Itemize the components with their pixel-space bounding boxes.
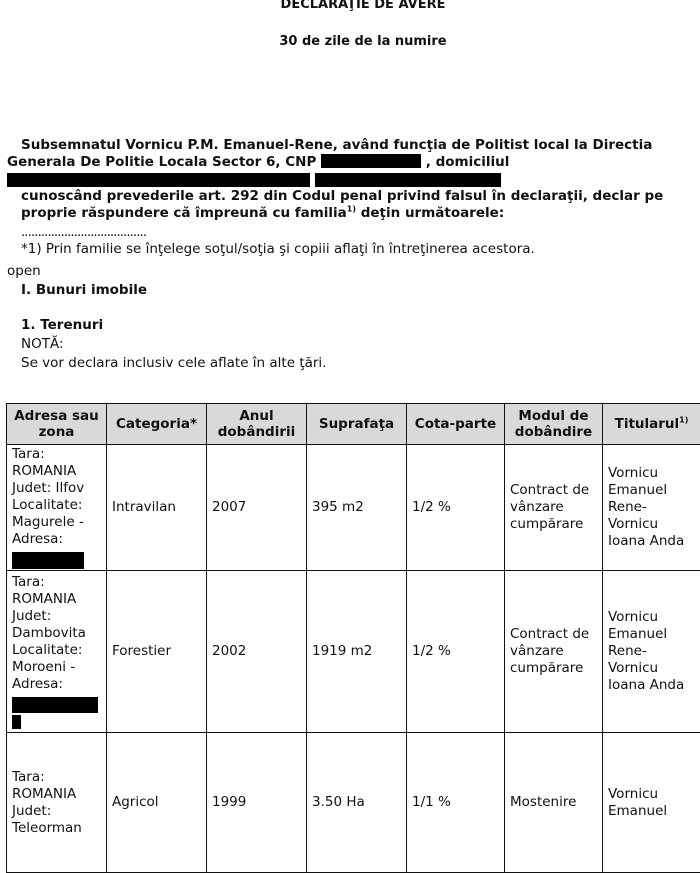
cell-owner: Vornicu Emanuel Rene-Vornicu Ioana Anda [603,445,700,571]
col-header-mode: Modul de dobândire [505,404,603,445]
document-title: DECLARAŢIE DE AVERE [0,0,700,12]
redacted-address [7,173,310,187]
cell-area: 395 m2 [307,445,407,571]
declaration-text-1: Subsemnatul Vornicu P.M. Emanuel-Rene, având funcţia de Politist local la Directia Generala De Politie Locala Sector 6, CNP [7,137,652,170]
declaration-intro [7,137,692,190]
cell-mode: Contract de vânzare cumpărare [505,571,603,733]
cell-year: 2002 [207,571,307,733]
footnote: *1) Prin familie se înţelege soţul/soţia şi copiii aflaţi în întreţinerea acestora. [21,241,535,258]
table-row [7,733,700,873]
redacted-address-value [12,552,84,569]
table-header-row [7,404,700,445]
cell-category: Intravilan [107,445,207,571]
cell-year: 2007 [207,445,307,571]
note-text: Se vor declara inclusiv cele aflate în alte ţări. [21,355,326,372]
cell-year: 1999 [207,733,307,873]
redacted-cnp [321,154,421,168]
cell-address [7,571,107,733]
col-header-share: Cota-parte [407,404,505,445]
redacted-address-value [12,697,98,713]
declaration-text-3: cunoscând prevederile art. 292 din Codul penal privind falsul în declaraţii, declar pe proprie răspundere că împreună cu familia [21,188,663,221]
redacted-address-cont [315,173,501,187]
col-header-category: Categoria* [107,404,207,445]
dotted-line: ...................................... [21,224,146,241]
address-text: Tara: ROMANIA Judet: Dambovita Localitate: Moroeni - Adresa: [12,574,101,693]
declaration-text-2: , domiciliul [426,154,510,170]
cell-owner: Vornicu Emanuel Rene-Vornicu Ioana Anda [603,571,700,733]
col-header-year: Anul dobândirii [207,404,307,445]
address-text: Tara: ROMANIA Judet: Teleorman [12,769,101,837]
table-row [7,571,700,733]
open-label: open [7,263,41,280]
note-label: NOTĂ: [21,336,64,353]
table-row [7,445,700,571]
land-table [6,403,700,873]
redacted-address-value-cont [12,715,21,729]
declaration-text-4: deţin următoarele: [361,205,505,221]
cell-owner: Vornicu Emanuel [603,733,700,873]
cell-mode: Contract de vânzare cumpărare [505,445,603,571]
cell-area: 3.50 Ha [307,733,407,873]
footnote-ref: 1) [347,205,356,214]
cell-address [7,445,107,571]
cell-category: Agricol [107,733,207,873]
owner-header-sup: 1) [679,416,688,425]
col-header-address: Adresa sau zona [7,404,107,445]
cell-category: Forestier [107,571,207,733]
section-heading-real-estate: I. Bunuri imobile [21,282,147,299]
col-header-owner [603,404,700,445]
subsection-heading-land: 1. Terenuri [21,317,103,334]
cell-area: 1919 m2 [307,571,407,733]
owner-header-text: Titularul [615,416,680,432]
cell-address [7,733,107,873]
declaration-statement [7,188,692,222]
cell-mode: Mostenire [505,733,603,873]
cell-share: 1/1 % [407,733,505,873]
col-header-area: Suprafaţa [307,404,407,445]
cell-share: 1/2 % [407,445,505,571]
document-subtitle: 30 de zile de la numire [0,34,700,49]
address-text: Tara: ROMANIA Judet: Ilfov Localitate: Magurele - Adresa: [12,446,101,548]
cell-share: 1/2 % [407,571,505,733]
